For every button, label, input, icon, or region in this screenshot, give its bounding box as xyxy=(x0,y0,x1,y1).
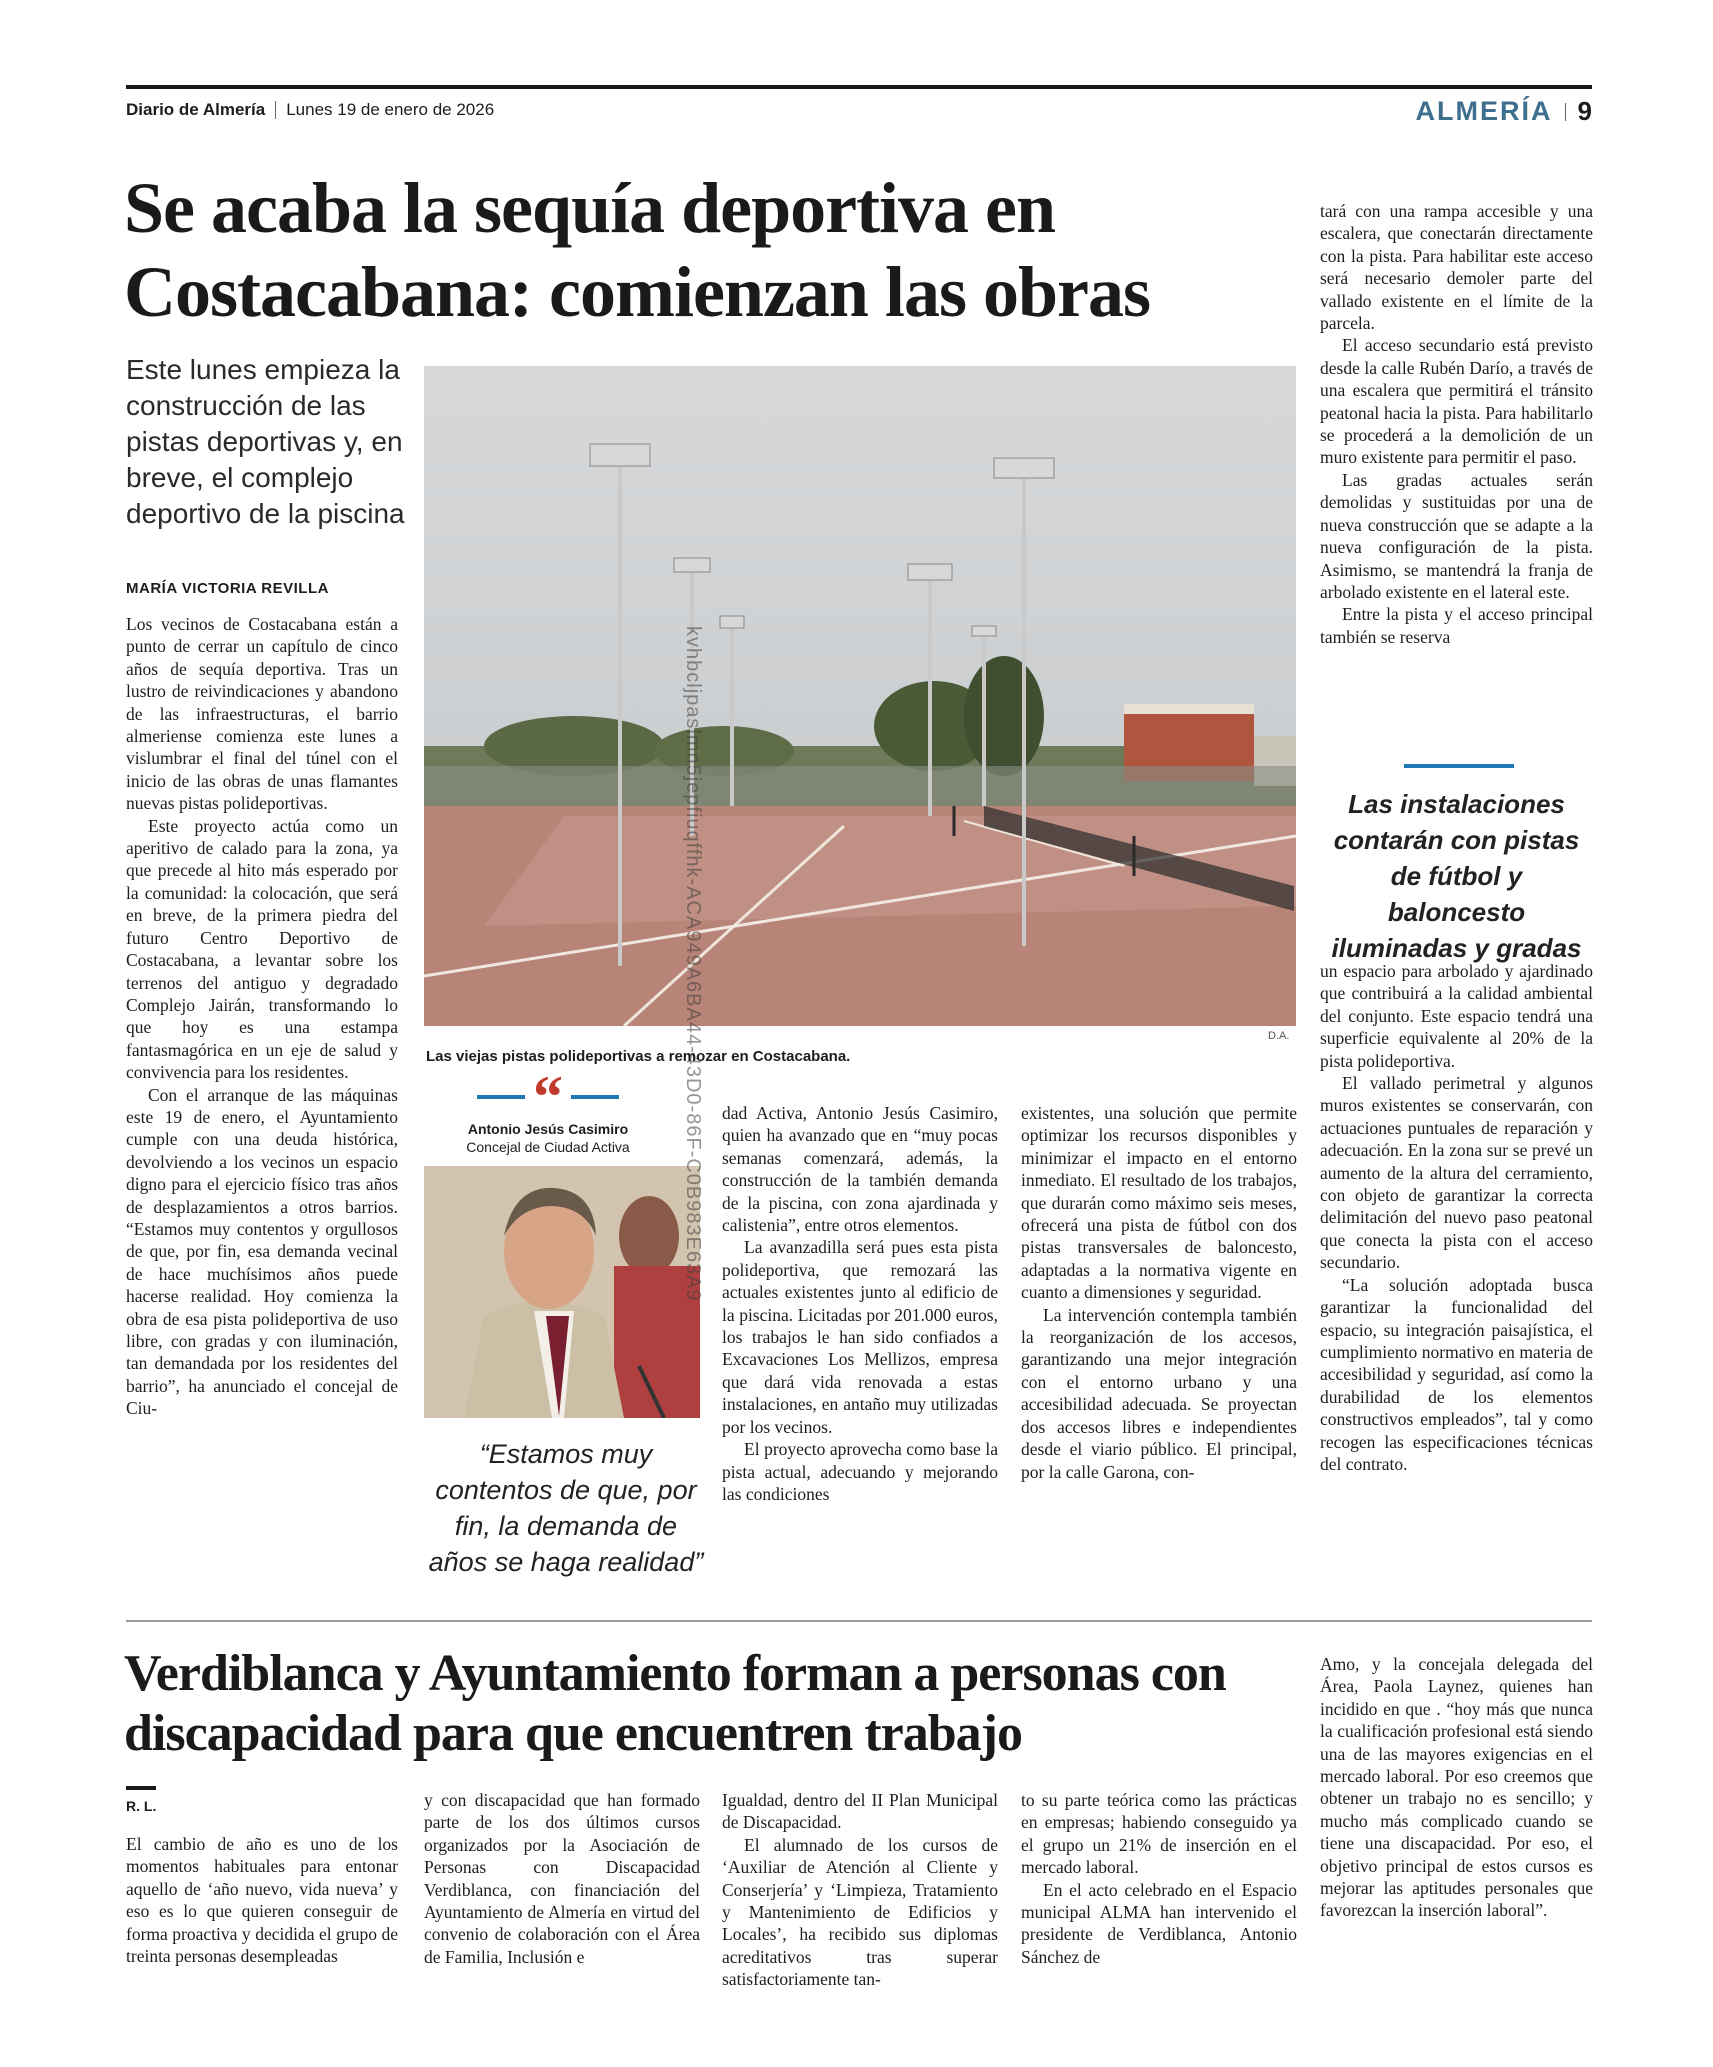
page-number: 9 xyxy=(1577,96,1592,126)
byline-rule xyxy=(126,1786,156,1790)
masthead xyxy=(126,100,494,120)
quote-person-role: Concejal de Ciudad Activa xyxy=(466,1139,630,1155)
article2-column-5 xyxy=(1320,1653,1593,1922)
courts-illustration xyxy=(424,366,1296,1026)
article1-headline: Se acaba la sequía deportiva en Costacabana: comienzan las obras xyxy=(124,168,1150,332)
paragraph: El proyecto aprovecha como base la pista actual, adecuando y mejorando las condiciones xyxy=(722,1439,998,1504)
article1-column-1 xyxy=(126,613,398,1420)
section-header xyxy=(1416,96,1592,127)
paragraph: Igualdad, dentro del II Plan Municipal de Discapacidad. xyxy=(722,1790,998,1833)
photo-caption: Las viejas pistas polideportivas a remozar en Costacabana. xyxy=(426,1048,851,1065)
section-name: ALMERÍA xyxy=(1415,96,1553,126)
article1-column-5-bottom xyxy=(1320,960,1593,1475)
portrait-illustration xyxy=(424,1166,700,1418)
paragraph: un espacio para arbolado y ajardinado que contribuirá a la calidad ambiental del conjunto. Este espacio tendrá una superficie equivalente al 20% de la pista polideportiva. xyxy=(1320,961,1593,1071)
quote-line-left xyxy=(477,1095,525,1099)
publication-name: Diario de Almería xyxy=(126,100,266,119)
side-quote-rule xyxy=(1404,764,1514,768)
article1-column-5-top xyxy=(1320,200,1593,648)
quote-person-name: Antonio Jesús Casimiro xyxy=(467,1121,629,1137)
paragraph: dad Activa, Antonio Jesús Casimiro, quien ha avanzado que en “muy pocas semanas comenzará, además, la construcción de la también demanda de la piscina, con zona ajardinada y calistenia”, entre otros elementos. xyxy=(722,1103,998,1236)
paragraph: Las gradas actuales serán demolidas y sustituidas por una de nueva construcción que se adapte a la nueva configuración de la pista. Asimismo, se mantendrá la franja de arbolado existente en el lateral este. xyxy=(1320,469,1593,602)
paragraph: La avanzadilla será pues esta pista polideportiva, que remozará las actuales existentes junto al edificio de la piscina. Licitadas por 201.000 euros, los trabajos le han sido confiados a Excavaciones Los Mellizos, empresa que dará vida renovada a estas instalaciones, en antaño muy utilizadas por los vecinos. xyxy=(722,1237,998,1437)
header-divider xyxy=(275,101,276,119)
paragraph: existentes, una solución que permite optimizar los recursos disponibles y minimizar el impacto en el entorno inmediato. El resultado de los trabajos, que durarán como máximo seis meses, ofrecerá una pista de fútbol con dos pistas transversales de baloncesto, adaptadas a la normativa vigente en cuanto a dimensiones y seguridad. xyxy=(1021,1103,1297,1303)
side-quote: Las instalaciones contarán con pistas de fútbol y baloncesto iluminadas y gradas xyxy=(1331,789,1582,963)
paragraph: Entre la pista y el acceso principal también se reserva xyxy=(1320,604,1593,647)
paragraph: “La solución adoptada busca garantizar la funcionalidad del espacio, su integración paisajística, el cumplimiento normativo en materia de accesibilidad y seguridad, así como la durabilidad de los elementos constructivos empleados”, tal y como recogen las especificaciones técnicas del contrato. xyxy=(1320,1274,1593,1474)
article2-column-3 xyxy=(722,1789,998,1991)
paragraph: to su parte teórica como las prácticas en empresas; habiendo conseguido ya el grupo un 21% de inserción en el mercado laboral. xyxy=(1021,1790,1297,1878)
paragraph: Con el arranque de las máquinas este 19 de enero, el Ayuntamiento cumple con una deuda histórica, devolviendo a los vecinos un espacio digno para el ejercicio físico tras años de desplazamientos a otros barrios. “Estamos muy contentos y orgullosos de que, por fin, esa demanda vecinal de hace muchísimos años puede hacerse realidad. Hoy comienza la obra de esa pista polideportiva de uso libre, con gradas y con iluminación, tan demandada por los residentes del barrio”, ha anunciado el concejal de Ciu- xyxy=(126,1084,398,1419)
paragraph: El alumnado de los cursos de ‘Auxiliar de Atención al Cliente y Conserjería’ y ‘Limpieza, Tratamiento y Mantenimiento de Edificios y Locales’, ha recibido sus diplomas acreditativos tras superar satisfactoriamente tan- xyxy=(722,1834,998,1990)
paragraph: El cambio de año es uno de los momentos habituales para entonar aquello de ‘año nuevo, vida nueva’ y eso es lo que quieren conseguir de forma proactiva y decidida el grupo de treinta personas desempleadas xyxy=(126,1834,398,1967)
paragraph: y con discapacidad que han formado parte de los dos últimos cursos organizados por la Asociación de Personas con Discapacidad Verdiblanca, con financiación del Ayuntamiento de Almería en virtud del convenio de colaboración con el Área de Familia, Inclusión e xyxy=(424,1790,700,1967)
watermark: kvhbcljpaslmn5jepfiuqffhk-ACA949A6BA44-43D0-86F-C0B983E63A9 xyxy=(682,626,704,1302)
paragraph: Los vecinos de Costacabana están a punto de cerrar un capítulo de cinco años de sequía deportiva. Tras un lustro de reivindicaciones y abandono de las infraestructuras, el barrio almeriense comienza este lunes a vislumbrar el final del túnel con el inicio de las obras de unas flamantes nuevas pistas polideportivas. xyxy=(126,614,398,814)
paragraph: En el acto celebrado en el Espacio municipal ALMA han intervenido el presidente de Verdiblanca, Antonio Sánchez de xyxy=(1021,1879,1297,1967)
article2-column-2 xyxy=(424,1789,700,1968)
quote-line-right xyxy=(571,1095,619,1099)
article1-byline: MARÍA VICTORIA REVILLA xyxy=(126,580,329,597)
portrait-photo xyxy=(424,1166,700,1418)
article2-column-4 xyxy=(1021,1789,1297,1968)
pull-quote: “Estamos muy contentos de que, por fin, la demanda de años se haga realidad” xyxy=(428,1439,704,1577)
paragraph: El vallado perimetral y algunos muros existentes se conservarán, con actuaciones puntuales de reparación y adecuación. En la zona sur se prevé un aumento de la altura del cerramiento, con objeto de garantizar la correcta delimitación del nuevo paso peatonal que conecta la pista con el acceso secundario. xyxy=(1320,1073,1593,1273)
article1-column-3 xyxy=(722,1102,998,1505)
paragraph: La intervención contempla también la reorganización de los accesos, garantizando una mejor integración con el entorno urbano y una accesibilidad adecuada. Se proyectan dos accesos libres e independientes desde el viario público. El principal, por la calle Garona, con- xyxy=(1021,1304,1297,1482)
article2-byline: R. L. xyxy=(126,1798,157,1814)
photo-credit: D.A. xyxy=(1268,1030,1290,1042)
paragraph: tará con una rampa accesible y una escalera, que conectarán directamente con la pista. Para habilitar este acceso será necesario demoler parte del vallado existente en el límite de la parcela. xyxy=(1320,201,1593,334)
top-rule xyxy=(126,85,1592,89)
paragraph: El acceso secundario está previsto desde la calle Rubén Darío, a través de una escalera que permitirá el tránsito peatonal hacia la pista. Para habilitarlo se procederá a la demolición de un muro existente para permitir el paso. xyxy=(1320,335,1593,468)
paragraph: Este proyecto actúa como un aperitivo de calado para la zona, ya que precede al hito más esperado por la comunidad: la colocación, que será en breve, de la primera piedra del futuro Centro Deportivo de Costacabana, a levantar sobre los terrenos del antiguo y degradado Complejo Jairán, transformando lo que hoy es una estampa fantasmagórica en un eje de salud y convivencia para los residentes. xyxy=(126,815,398,1083)
article2-column-1 xyxy=(126,1833,398,1967)
courts-photo xyxy=(424,366,1296,1026)
article1-deck: Este lunes empieza la construcción de las pistas deportivas y, en breve, el complejo deportivo de la piscina xyxy=(126,354,405,529)
quote-icon: “ xyxy=(533,1064,563,1130)
article-divider xyxy=(126,1620,1592,1622)
section-divider xyxy=(1565,103,1566,121)
paragraph: Amo, y la concejala delegada del Área, Paola Laynez, quienes han incidido en que . “hoy más que nunca la cualificación profesional está siendo una de las mayores exigencias en el mercado laboral. Por eso creemos que obtener un trabajo no es sencillo; y mucho más complicado cuando se tiene una discapacidad. Por eso, el objetivo principal de estos cursos es mejorar las aptitudes personales que favorezcan la inserción laboral”. xyxy=(1320,1654,1593,1921)
article2-headline: Verdiblanca y Ayuntamiento forman a personas con discapacidad para que encuentren trabajo xyxy=(124,1645,1226,1762)
issue-date: Lunes 19 de enero de 2026 xyxy=(286,100,495,119)
article1-column-4 xyxy=(1021,1102,1297,1483)
